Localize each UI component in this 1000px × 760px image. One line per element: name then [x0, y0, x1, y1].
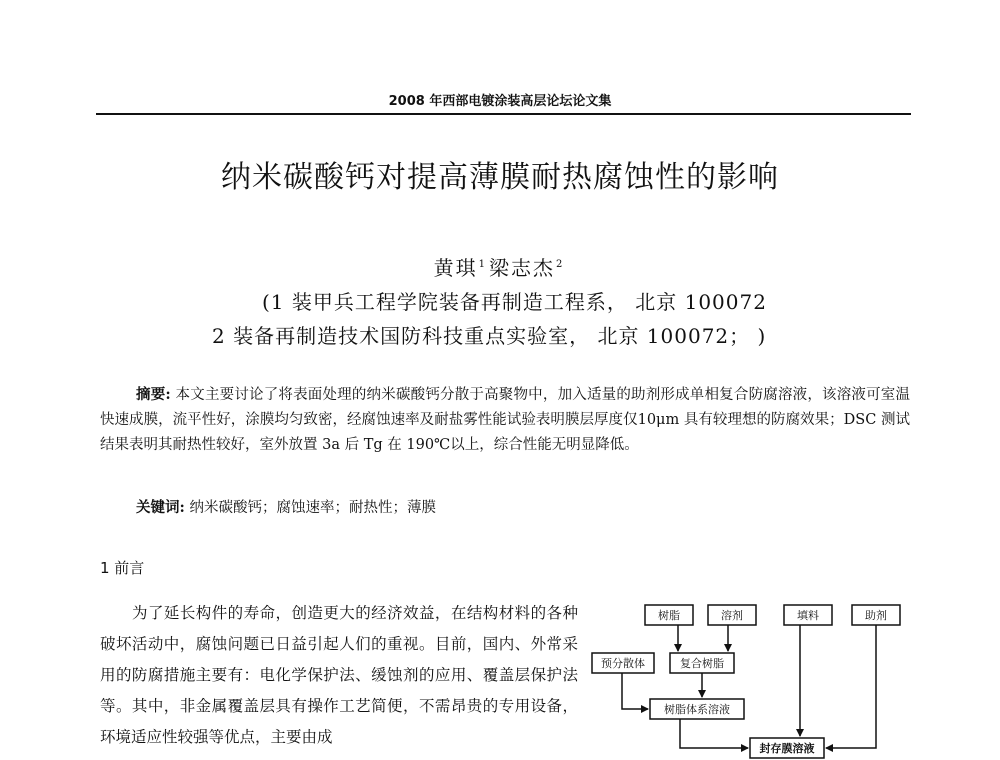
label-solvent: 溶剂	[721, 609, 743, 622]
label-composite-resin: 复合树脂	[680, 657, 724, 670]
author-2: 梁志杰	[489, 256, 555, 280]
arrow-predispersion-to-solution	[622, 673, 648, 709]
label-sealing-solution: 封存膜溶液	[759, 742, 815, 755]
abstract-text: 本文主要讨论了将表面处理的纳米碳酸钙分散于高聚物中，加入适量的助剂形成单相复合防腐溶液，该溶液可室温快速成膜，流平性好，涂膜均匀致密，经腐蚀速率及耐盐雾性能试验表明膜层厚度仅10μm 具有较理想的防腐效果；DSC 测试结果表明其耐热性较好，室外放置 3a 后 Tg 在 190℃以上，综合性能无明显降低。	[100, 387, 910, 453]
section-heading: 1 前言	[100, 559, 145, 577]
label-additive: 助剂	[865, 609, 887, 622]
author-1-affiliation-mark: 1	[478, 259, 485, 271]
keywords-label: 关键词:	[136, 499, 185, 516]
keywords	[136, 496, 436, 517]
authors-line	[0, 252, 1000, 281]
affiliation-2: 2 装备再制造技术国防科技重点实验室， 北京 100072； )	[212, 324, 767, 348]
header-rule	[96, 113, 911, 115]
author-1: 黄琪	[433, 256, 478, 280]
intro-paragraph: 为了延长构件的寿命，创造更大的经济效益，在结构材料的各种破坏活动中，腐蚀问题已日益引起人们的重视。目前，国内、外常采用的防腐措施主要有：电化学保护法、缓蚀剂的应用、覆盖层保护法等。其中，非金属覆盖层具有操作工艺简便，不需昂贵的专用设备，环境适应性较强等优点，主要由成	[100, 604, 578, 746]
paper-title: 纳米碳酸钙对提高薄膜耐热腐蚀性的影响	[221, 160, 779, 195]
label-filler: 填料	[797, 609, 819, 622]
process-flowchart	[590, 595, 920, 760]
arrow-additive-to-sealing	[826, 625, 876, 748]
affiliation-1: (1 装甲兵工程学院装备再制造工程系， 北京 100072	[262, 290, 767, 314]
abstract-label: 摘要:	[136, 386, 171, 403]
label-resin: 树脂	[658, 609, 680, 622]
label-resin-solution: 树脂体系溶液	[664, 703, 730, 716]
keywords-text: 纳米碳酸钙；腐蚀速率；耐热性；薄膜	[184, 500, 436, 516]
author-2-affiliation-mark: 2	[556, 259, 563, 271]
arrow-solution-to-sealing	[680, 719, 748, 748]
journal-header: 2008 年西部电镀涂装高层论坛论文集	[388, 94, 612, 109]
label-predispersion: 预分散体	[601, 657, 645, 670]
abstract	[100, 382, 910, 458]
